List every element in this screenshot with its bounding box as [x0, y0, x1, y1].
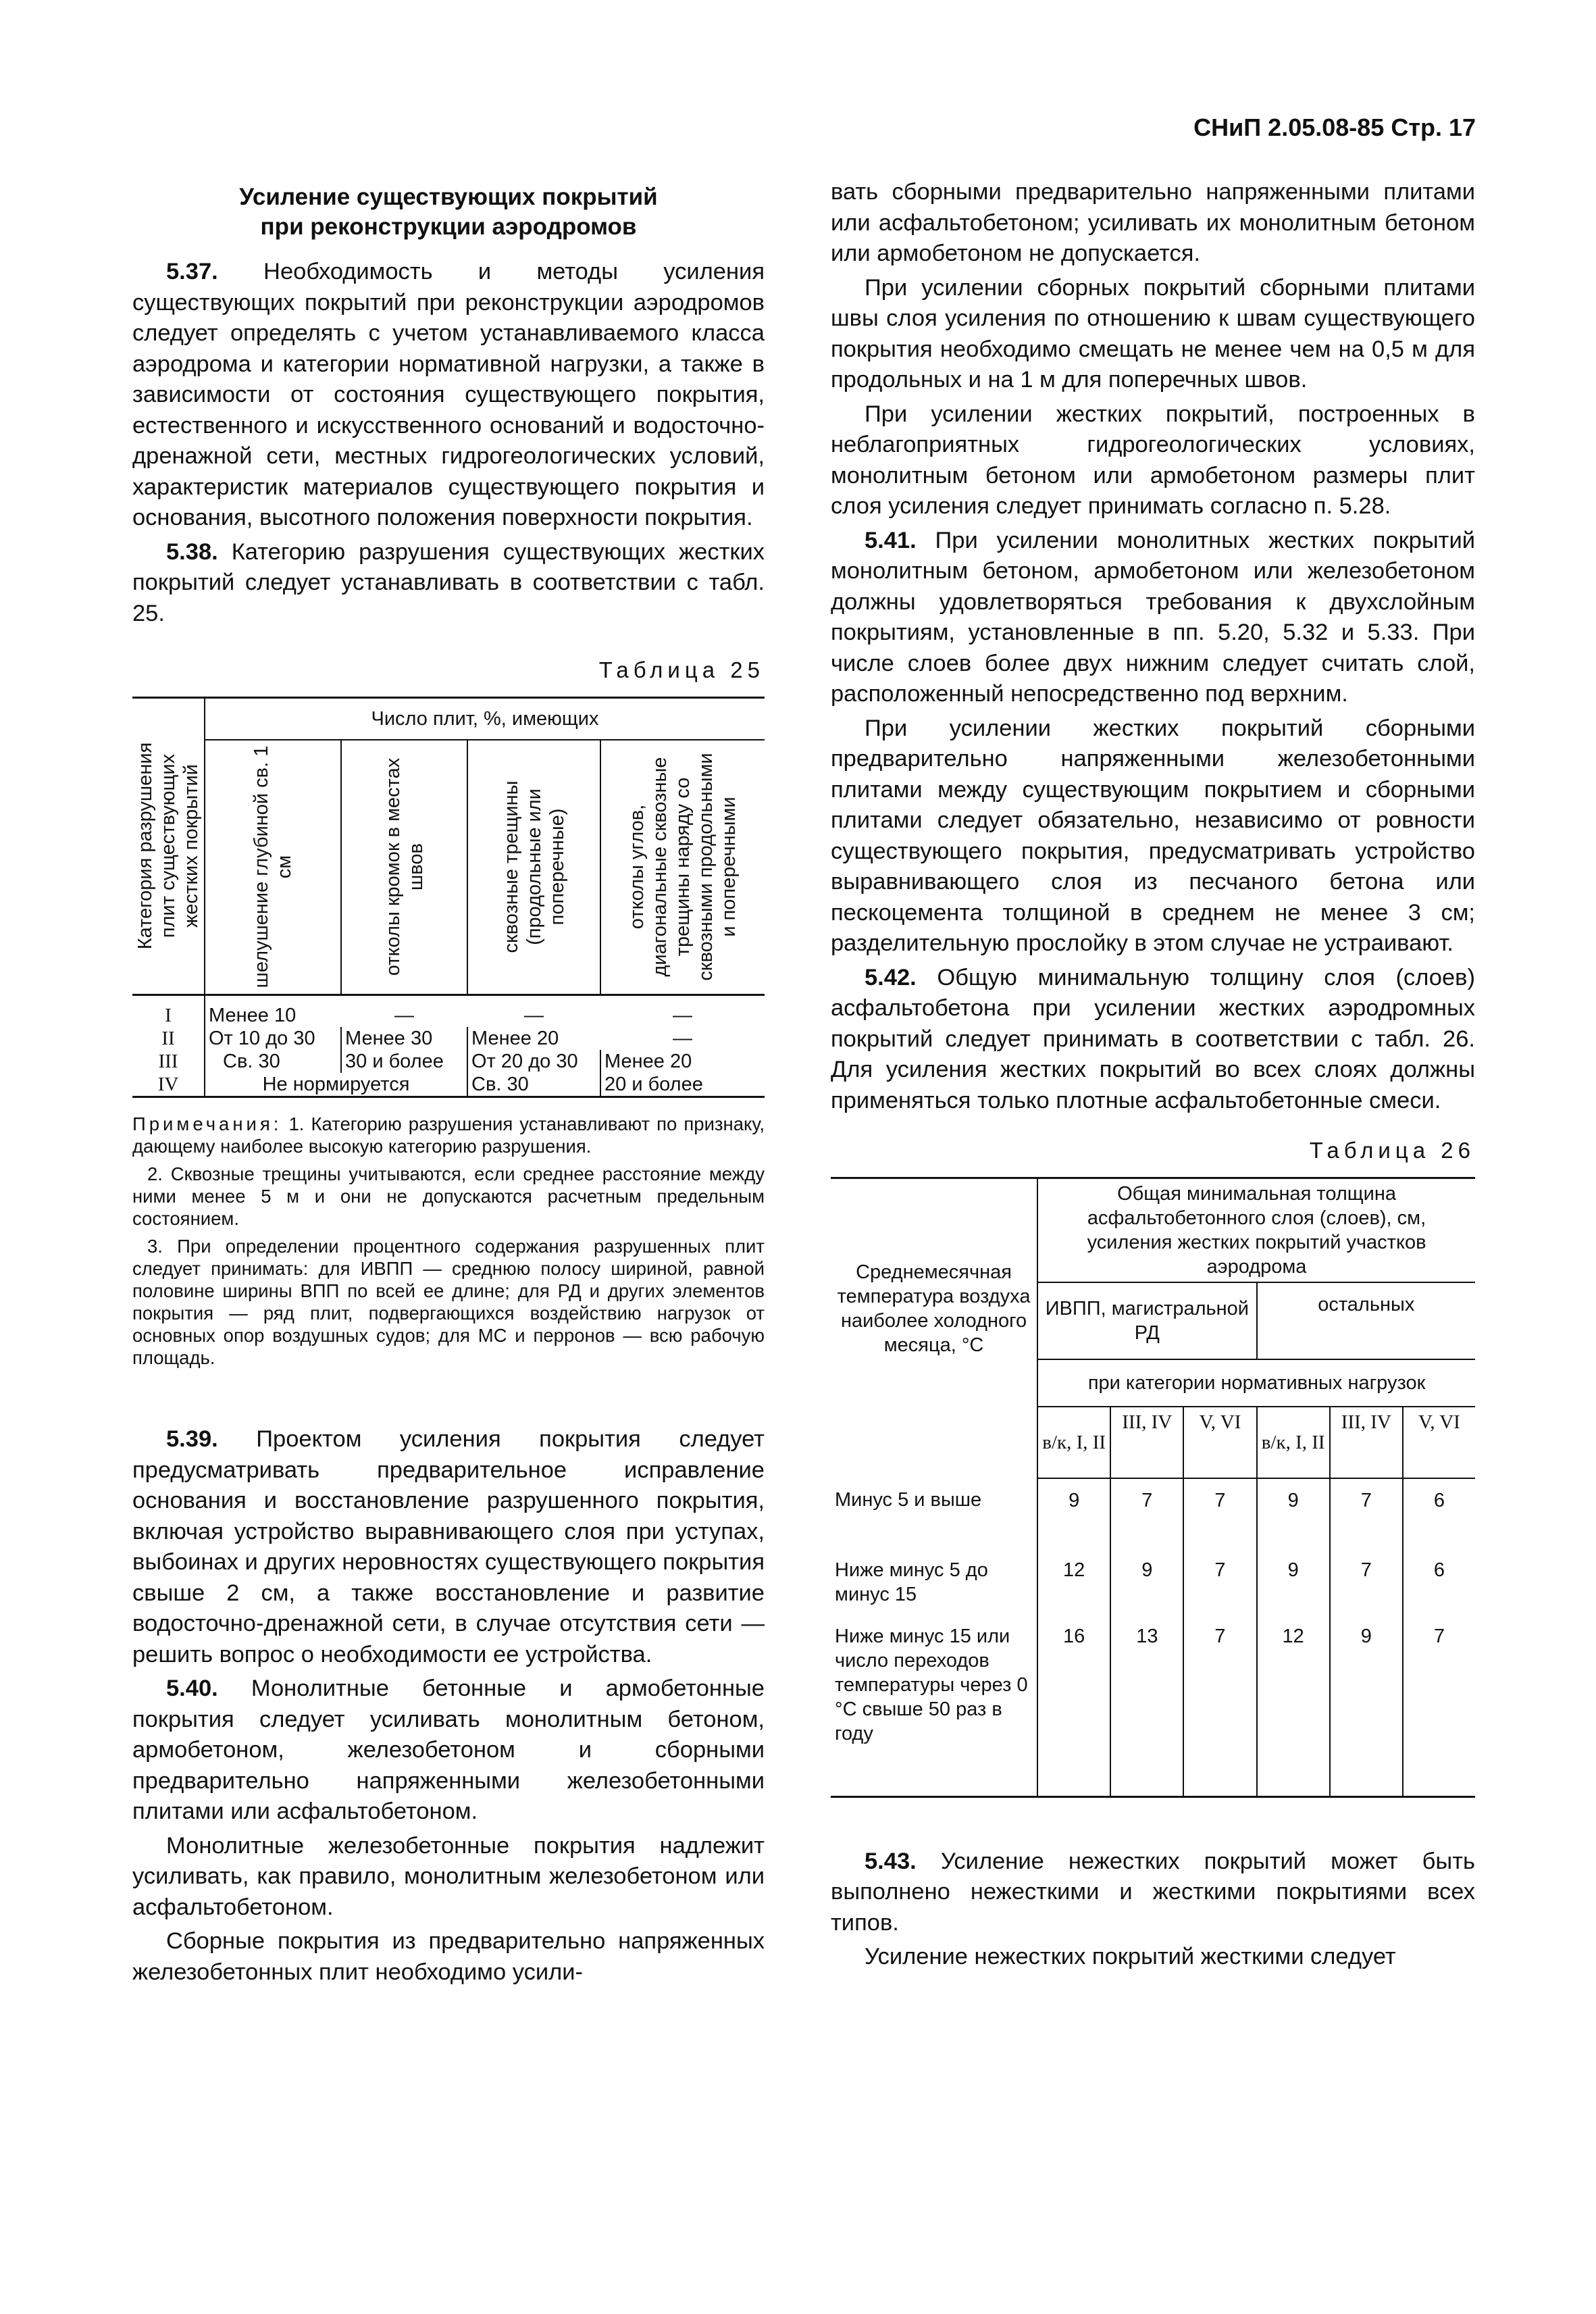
paragraph-5-43: 5.43. Усиление нежестких покрытий может быть выполнено нежесткими и жесткими покрытиями всех типов.	[831, 1848, 1475, 1936]
t25-header-col3: сквозные трещины (продольные или поперечные)	[467, 740, 600, 995]
table-row: I Менее 10 — — —	[165, 1005, 692, 1026]
paragraph-5-40b: Монолитные железобетонные покрытия надлежит усиливать, как правило, монолитным железобетоном или асфальтобетоном.	[132, 1832, 765, 1920]
paragraph-5-39: 5.39. Проектом усиления покрытия следует предусматривать предварительное исправление основания и восстановление разрушенного покрытия, включая устройство выравнивающего слоя при уступах, выбоинах и других неровностях существующего покрытия свыше 2 см, а также восстановление и развитие водосточно-дренажной сети, в случае отсутствия сети — решить вопрос о необходимости ее устройства.	[132, 1426, 765, 1667]
table-25	[132, 697, 765, 1099]
table-26	[831, 1177, 1475, 1798]
t26-header-temperature: Среднемесячная температура воздуха наиболее холодного месяца, °С	[831, 1178, 1037, 1407]
t25-header-col2: отколы кромок в местах швов	[341, 740, 467, 995]
table-row: Ниже минус 5 до минус 15 12 9 7 9 7 6	[831, 1555, 1475, 1621]
t25-header-category: Категория разрушения плит существующих жестких покрытий	[132, 697, 205, 995]
t26-header-k2: III, IV	[1110, 1407, 1183, 1478]
left-column	[132, 177, 765, 1991]
section-heading: Усиление существующих покрытий при реконструкции аэродромов	[239, 184, 658, 240]
t26-header-load-category: при категории нормативных нагрузок	[1037, 1359, 1475, 1407]
t26-header-k4: в/к, I, II	[1257, 1407, 1330, 1478]
table-row: Минус 5 и выше 9 7 7 9 7 6	[831, 1478, 1475, 1555]
right-column	[831, 177, 1475, 1976]
t25-header-group: Число плит, %, имеющих	[205, 697, 765, 740]
table-row: Ниже минус 15 или число переходов температуры через 0 °С свыше 50 раз в году 16 13 7 12 9 7	[831, 1621, 1475, 1797]
paragraph-5-38: 5.38. Категорию разрушения существующих жестких покрытий следует устанавливать в соответствии с табл. 25.	[132, 538, 765, 626]
page-header: СНиП 2.05.08-85 Стр. 17	[1193, 114, 1476, 141]
paragraph-5-37: 5.37. Необходимость и методы усиления существующих покрытий при реконструкции аэродромов следует определять с учетом устанавливаемого класса аэродрома и категории нормативной нагрузки, а также в зависимости от состояния существующего покрытия, естественного и искусственного оснований и водосточно-дренажной сети, местных гидрогеологических условий, характеристик материалов существующего покрытия и основания, высотного положения поверхности покрытия.	[132, 259, 765, 530]
table-25-caption: Таблица 25	[598, 657, 765, 682]
paragraph-5-40c: Сборные покрытия из предварительно напряженных железобетонных плит необходимо усили-	[132, 1928, 765, 1985]
t26-header-k6: V, VI	[1403, 1407, 1475, 1478]
t25-header-col1: шелушение глубиной св. 1 см	[205, 740, 341, 995]
table-25-notes: Примечания: 1. Категорию разрушения устанавливают по признаку, дающему наиболее высокую категорию разрушения. 2. Сквозные трещины учитываются, если среднее расстояние между ними менее 5 м и они не допускаются расчетным предельным состоянием. 3. При определении процентного содержания разрушенных плит следует принимать: для ИВПП — среднюю полосу шириной, равной половине ширины ВПП по всей ее длине; для РД и других элементов покрытия — ряд плит, подвергающихся воздействию нагрузок от основных опор воздушных судов; для МС и перронов — всю рабочую площадь.	[132, 1113, 765, 1368]
paragraph-5-43b: Усиление нежестких покрытий жесткими следует	[865, 1944, 1396, 1969]
t26-header-ivpp: ИВПП, магистральной РД	[1037, 1282, 1256, 1359]
table-26-caption: Таблица 26	[1309, 1138, 1475, 1163]
t26-header-k5: III, IV	[1330, 1407, 1403, 1478]
paragraph-5-41: 5.41. При усилении монолитных жестких покрытий монолитным бетоном, армобетоном или железобетоном должны удовлетворяться требования к двухслойным покрытиям, установленные в пп. 5.20, 5.32 и 5.33. При числе слоев более двух нижним следует считать слой, расположенный непосредственно под верхним.	[831, 527, 1475, 707]
table-row: II От 10 до 30 Менее 30 Менее 20 —	[161, 1028, 692, 1049]
table-row: IV Не нормируется Св. 30 20 и более	[132, 1073, 765, 1097]
paragraph-continued: вать сборными предварительно напряженными плитами или асфальтобетоном; усиливать их монолитным бетоном или армобетоном не допускается.	[831, 179, 1475, 266]
paragraph-5-42: 5.42. Общую минимальную толщину слоя (слоев) асфальтобетона при усилении жестких аэродромных покрытий следует принимать в соответствии с табл. 26. Для усиления жестких покрытий во всех слоях должны применяться только плотные асфальтобетонные смеси.	[831, 964, 1475, 1113]
paragraph-5-41b: При усилении жестких покрытий сборными предварительно напряженными железобетонными плитами между существующим покрытием и сборными плитами следует обязательно, независимо от ровности существующего покрытия, предусматривать устройство выравнивающего слоя из песчаного бетона или пескоцемента толщиной в среднем не менее 3 см; разделительную прослойку в этом случае не устраивают.	[831, 715, 1475, 956]
t26-header-k3: V, VI	[1183, 1407, 1256, 1478]
t26-header-other: остальных	[1257, 1282, 1475, 1359]
t26-header-k1: в/к, I, II	[1037, 1407, 1110, 1478]
paragraph-5-40: 5.40. Монолитные бетонные и армобетонные покрытия следует усиливать монолитным бетоном, армобетоном, железобетоном и сборными предварительно напряженными железобетонными плитами или асфальтобетоном.	[132, 1676, 765, 1824]
t26-header-group: Общая минимальная толщина асфальтобетонного слоя (слоев), см, усиления жестких покрытий участков аэродрома	[1037, 1178, 1475, 1282]
paragraph-precast-joints: При усилении сборных покрытий сборными плитами швы слоя усиления по отношению к швам существующего покрытия необходимо смещать не менее чем на 0,5 м для продольных и на 1 м для поперечных швов.	[831, 274, 1475, 393]
paragraph-hydrogeology: При усилении жестких покрытий, построенных в неблагоприятных гидрогеологических условиях, монолитным бетоном или армобетоном размеры плит слоя усиления следует принимать согласно п. 5.28.	[831, 401, 1475, 519]
t25-header-col4: отколы углов, диагональные сквозные трещины наряду со сквозными продольными и поперечными	[600, 740, 765, 995]
table-row: III Св. 30 30 и более От 20 до 30 Менее 20	[132, 1050, 765, 1073]
